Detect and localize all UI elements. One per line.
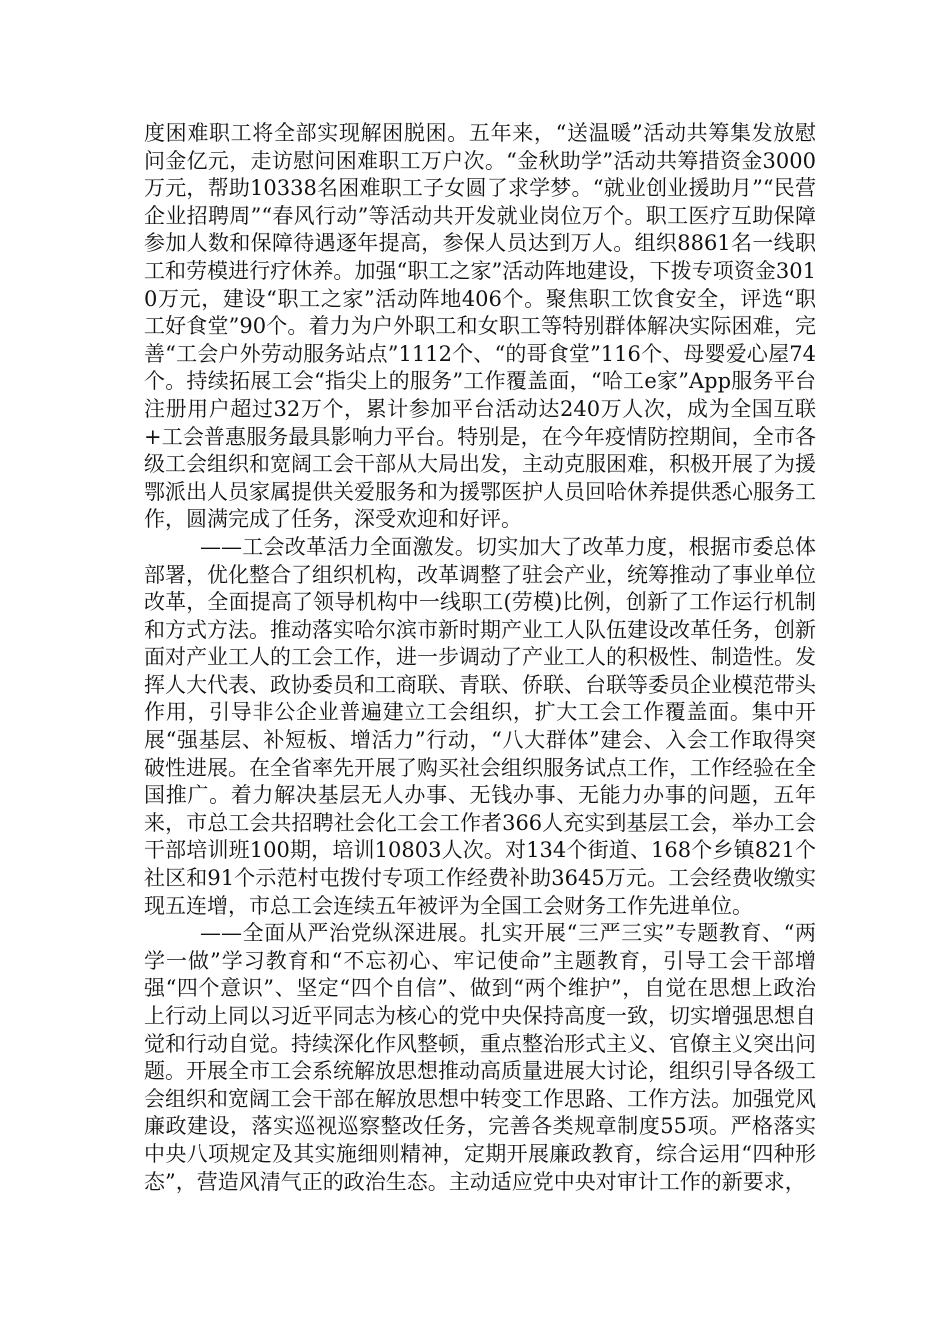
document-body [144,120,816,1196]
paragraph-union-reform: ——工会改革活力全面激发。切实加大了改革力度，根据市委总体部署，优化整合了组织机构，改革调整了驻会产业，统筹推动了事业单位改革，全面提高了领导机构中一线职工(劳模)比例，创新了工作运行机制和方式方法。推动落实哈尔滨市新时期产业工人队伍建设改革任务，创新面对产业工人的工会工作，进一步调动了产业工人的积极性、制造性。发挥人大代表、政协委员和工商联、青联、侨联、台联等委员企业模范带头作用，引导非公企业普遍建立工会组织，扩大工会工作覆盖面。集中开展“强基层、补短板、增活力”行动，“八大群体”建会、入会工作取得突破性进展。在全省率先开展了购买社会组织服务试点工作，工作经验在全国推广。着力解决基层无人办事、无钱办事、无能力办事的问题，五年来，市总工会共招聘社会化工会工作者366人充实到基层工会，举办工会干部培训班100期，培训10803人次。对134个街道、168个乡镇821个社区和91个示范村屯拨付专项工作经费补助3645万元。工会经费收缴实现五连增，市总工会连续五年被评为全国工会财务工作先进单位。 [144,534,816,918]
paragraph-poverty-relief: 度困难职工将全部实现解困脱困。五年来，“送温暖”活动共筹集发放慰问金亿元，走访慰问困难职工万户次。“金秋助学”活动共筹措资金3000万元，帮助10338名困难职工子女圆了求学梦。“就业创业援助月”“民营企业招聘周”“春风行动”等活动共开发就业岗位万个。职工医疗互助保障参加人数和保障待遇逐年提高，参保人员达到万人。组织8861名一线职工和劳模进行疗休养。加强“职工之家”活动阵地建设，下拨专项资金3010万元，建设“职工之家”活动阵地406个。聚焦职工饮食安全，评选“职工好食堂”90个。着力为户外职工和女职工等特别群体解决实际困难，完善“工会户外劳动服务站点”1112个、“的哥食堂”116个、母婴爱心屋74个。持续拓展工会“指尖上的服务”工作覆盖面，“哈工e家”App服务平台注册用户超过32万个，累计参加平台活动达240万人次，成为全国互联+工会普惠服务最具影响力平台。特别是，在今年疫情防控期间，全市各级工会组织和宽阔工会干部从大局出发，主动克服困难，积极开展了为援鄂派出人员家属提供关爱服务和为援鄂医护人员回哈休养提供悉心服务工作，圆满完成了任务，深受欢迎和好评。 [144,121,816,532]
paragraph-party-discipline: ——全面从严治党纵深进展。扎实开展“三严三实”专题教育、“两学一做”学习教育和“不忘初心、牢记使命”主题教育，引导工会干部增强“四个意识”、坚定“四个自信”、做到“两个维护”，自觉在思想上政治上行动上同以习近平同志为核心的党中央保持高度一致，切实增强思想自觉和行动自觉。持续深化作风整顿，重点整治形式主义、官僚主义突出问题。开展全市工会系统解放思想推动高质量进展大讨论，组织引导各级工会组织和宽阔工会干部在解放思想中转变工作思路、工作方法。加强党风廉政建设，落实巡视巡察整改任务，完善各类规章制度55项。严格落实中央八项规定及其实施细则精神，定期开展廉政教育，综合运用“四种形态”，营造风清气正的政治生态。主动适应党中央对审计工作的新要求， [144,921,816,1194]
